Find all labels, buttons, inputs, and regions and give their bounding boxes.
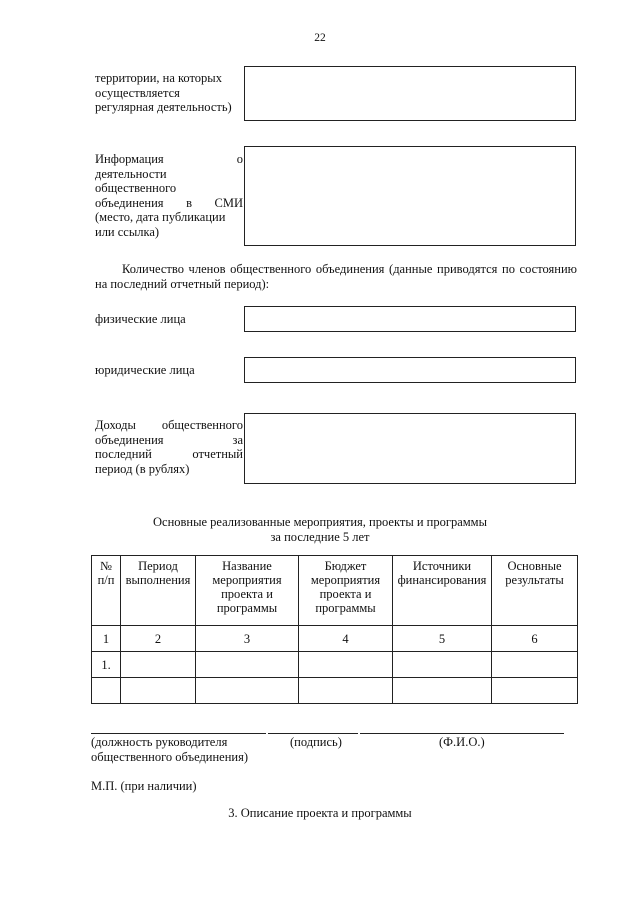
- table-cell[interactable]: [393, 678, 492, 704]
- label-word: общественного: [161, 418, 243, 432]
- header-cell-budget: Бюджет мероприятия проекта и программы: [299, 556, 393, 626]
- table-row: [92, 678, 578, 704]
- table-cell[interactable]: [121, 678, 196, 704]
- label-line: деятельности: [95, 166, 167, 181]
- label-line: [95, 152, 243, 167]
- table-title-line: за последние 5 лет: [270, 529, 370, 544]
- territory-input-box[interactable]: [244, 66, 576, 121]
- table-cell[interactable]: [299, 678, 393, 704]
- column-number-cell: 4: [299, 626, 393, 652]
- stamp-note: М.П. (при наличии): [91, 779, 197, 793]
- column-number-cell: 1: [92, 626, 121, 652]
- legal-entities-label: юридические лица: [95, 363, 195, 377]
- label-line: регулярная деятельность): [95, 100, 232, 114]
- table-cell[interactable]: [492, 678, 578, 704]
- label-word: в: [186, 195, 192, 210]
- table-cell[interactable]: [393, 652, 492, 678]
- signature-line[interactable]: [268, 733, 358, 734]
- label-line: общественного: [95, 181, 177, 195]
- label-word: объединения: [95, 195, 164, 210]
- label-word: Информация: [95, 152, 164, 166]
- table-cell[interactable]: [492, 652, 578, 678]
- column-number-cell: 6: [492, 626, 578, 652]
- label-word: отчетный: [192, 447, 243, 461]
- label-line: осуществляется: [95, 85, 180, 100]
- table-header-row: [92, 556, 578, 626]
- label-word: за: [232, 432, 243, 447]
- header-cell-sources: Источники финансирования: [393, 556, 492, 626]
- table-cell[interactable]: [299, 652, 393, 678]
- full-name-signature-line[interactable]: [360, 733, 564, 734]
- table-cell[interactable]: [196, 652, 299, 678]
- column-number-cell: 5: [393, 626, 492, 652]
- position-label-line: (должность руководителя: [91, 735, 228, 749]
- signature-label: (подпись): [290, 735, 342, 749]
- label-line: или ссылка): [95, 224, 160, 239]
- individuals-input-box[interactable]: [244, 306, 576, 332]
- income-input-box[interactable]: [244, 413, 576, 484]
- header-cell-number: № п/п: [92, 556, 121, 626]
- label-line: [95, 418, 243, 433]
- label-word: Доходы: [95, 418, 136, 432]
- media-info-field-label: [95, 152, 243, 239]
- column-number-cell: 3: [196, 626, 299, 652]
- header-cell-name: Название мероприятия проекта и программы: [196, 556, 299, 626]
- label-word: о: [236, 152, 243, 166]
- table-column-numbers-row: [92, 626, 578, 652]
- income-field-label: [95, 418, 243, 476]
- label-word: объединения: [95, 432, 164, 447]
- activities-table: [91, 555, 578, 704]
- full-name-label: (Ф.И.О.): [439, 735, 485, 749]
- position-label: [91, 735, 248, 764]
- header-cell-period: Период выполнения: [121, 556, 196, 626]
- members-intro-text: [95, 262, 577, 291]
- individuals-label: физические лица: [95, 312, 186, 326]
- position-signature-line[interactable]: [91, 733, 266, 734]
- table-title-line: Основные реализованные мероприятия, проекты и программы: [153, 515, 487, 529]
- table-cell[interactable]: [196, 678, 299, 704]
- label-line: [95, 433, 243, 448]
- label-line: территории, на которых: [95, 71, 222, 85]
- label-line: (место, дата публикации: [95, 210, 226, 224]
- legal-entities-input-box[interactable]: [244, 357, 576, 383]
- label-line: [95, 196, 243, 211]
- media-info-input-box[interactable]: [244, 146, 576, 246]
- table-row: [92, 652, 578, 678]
- label-line: [95, 447, 243, 462]
- table-cell[interactable]: 1.: [92, 652, 121, 678]
- label-word: последний: [95, 447, 152, 461]
- section-heading: 3. Описание проекта и программы: [228, 806, 412, 820]
- table-cell[interactable]: [92, 678, 121, 704]
- table-cell[interactable]: [121, 652, 196, 678]
- table-title: [0, 515, 640, 544]
- page-number: 22: [314, 32, 326, 44]
- label-word: СМИ: [214, 195, 243, 210]
- position-label-line: общественного объединения): [91, 749, 249, 764]
- territory-field-label: [95, 71, 243, 115]
- members-intro-content: Количество членов общественного объединения (данные приводятся по состоянию на последний отчетный период):: [95, 262, 577, 291]
- header-cell-results: Основные результаты: [492, 556, 578, 626]
- column-number-cell: 2: [121, 626, 196, 652]
- label-line: период (в рублях): [95, 461, 190, 476]
